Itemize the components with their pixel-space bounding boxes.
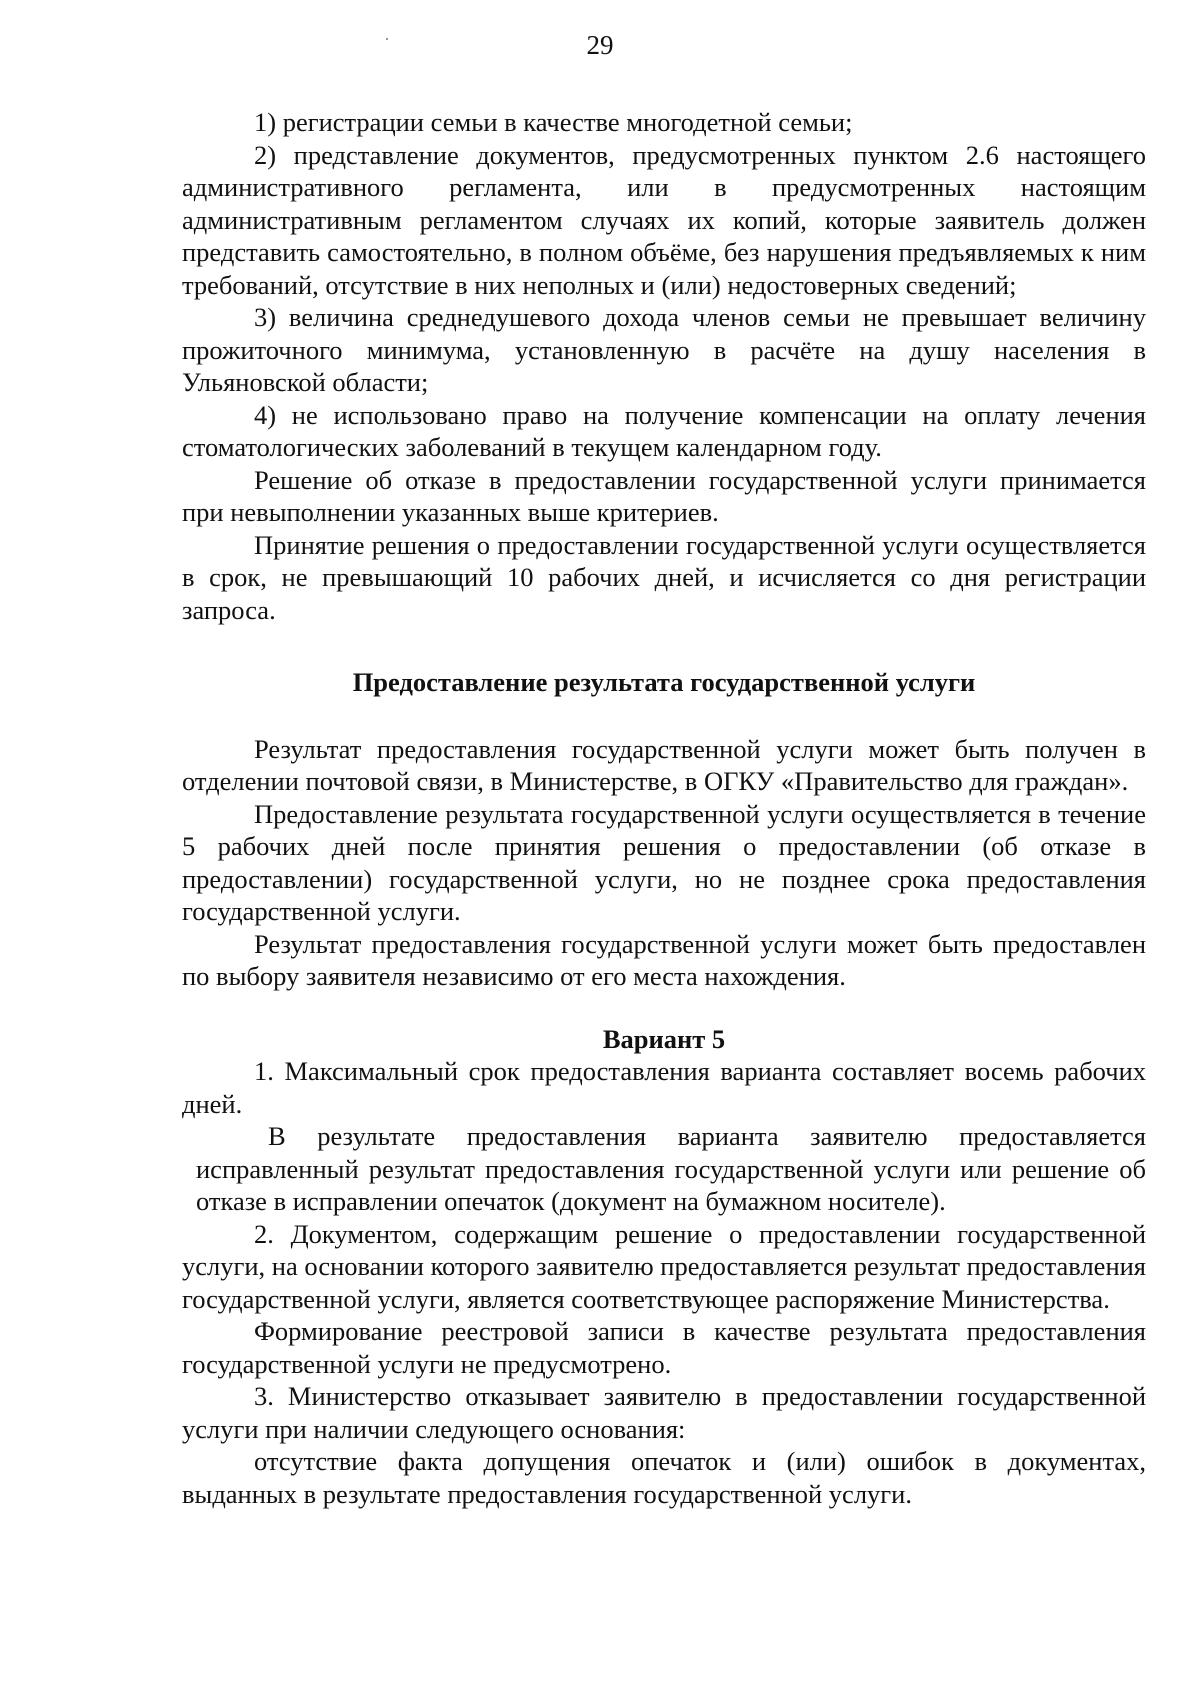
variant-document-paragraph: 2. Документом, содержащим решение о предоставлении государственной услуги, на основании которого заявителю предоставляется результат предоставления государственной услуги, является соответствующее распоряжение Министерства. <box>182 1218 1146 1314</box>
page-number: 29 <box>586 30 614 60</box>
result-timing-paragraph: Предоставление результата государственной услуги осуществляется в течение 5 рабочих дней после принятия решения о предоставлении (об отказе в предоставлении) государственной услуги, но не позднее срока предоставления государственной услуги. <box>182 798 1146 926</box>
document-body <box>182 106 1146 1510</box>
criterion-4: 4) не использовано право на получение компенсации на оплату лечения стоматологических заболеваний в текущем календарном году. <box>182 399 1146 462</box>
result-delivery-paragraph: Результат предоставления государственной услуги может быть получен в отделении почтовой связи, в Министерстве, в ОГКУ «Правительство для граждан». <box>182 733 1146 796</box>
result-location-paragraph: Результат предоставления государственной услуги может быть предоставлен по выбору заявителя независимо от его места нахождения. <box>182 928 1146 991</box>
criterion-1: 1) регистрации семьи в качестве многодетной семьи; <box>254 107 853 137</box>
refusal-ground-paragraph: 3. Министерство отказывает заявителю в предоставлении государственной услуги при наличии следующего основания: <box>182 1381 1146 1444</box>
registry-record-paragraph: Формирование реестровой записи в качестве результата предоставления государственной услуги не предусмотрено. <box>182 1316 1146 1379</box>
variant-result-paragraph: В результате предоставления варианта заявителю предоставляется исправленный результат предоставления государственной услуги или решение об отказе в исправлении опечаток (документ на бумажном носителе). <box>196 1121 1146 1216</box>
refusal-ground-item: отсутствие факта допущения опечаток и (или) ошибок в документах, выданных в результате предоставления государственной услуги. <box>182 1446 1146 1509</box>
refusal-paragraph: Решение об отказе в предоставлении государственной услуги принимается при невыполнении указанных выше критериев. <box>182 464 1146 527</box>
criterion-2: 2) представление документов, предусмотренных пунктом 2.6 настоящего административного регламента, или в предусмотренных настоящим административным регламентом случаях их копий, которые заявитель должен представить самостоятельно, в полном объёме, без нарушения предъявляемых к ним требований, отсутствие в них неполных и (или) недостоверных сведений; <box>182 139 1146 300</box>
variant-term-paragraph: 1. Максимальный срок предоставления варианта составляет восемь рабочих дней. <box>182 1056 1146 1119</box>
criterion-3: 3) величина среднедушевого дохода членов семьи не превышает величину прожиточного минимума, установленную в расчёте на душу населения в Ульяновской области; <box>182 302 1146 397</box>
decision-deadline-paragraph: Принятие решения о предоставлении государственной услуги осуществляется в срок, не превышающий 10 рабочих дней, и исчисляется со дня регистрации запроса. <box>182 529 1146 625</box>
scan-speck <box>386 38 388 40</box>
section-heading: Предоставление результата государственной услуги <box>352 667 976 697</box>
variant-heading: Вариант 5 <box>602 1023 726 1054</box>
